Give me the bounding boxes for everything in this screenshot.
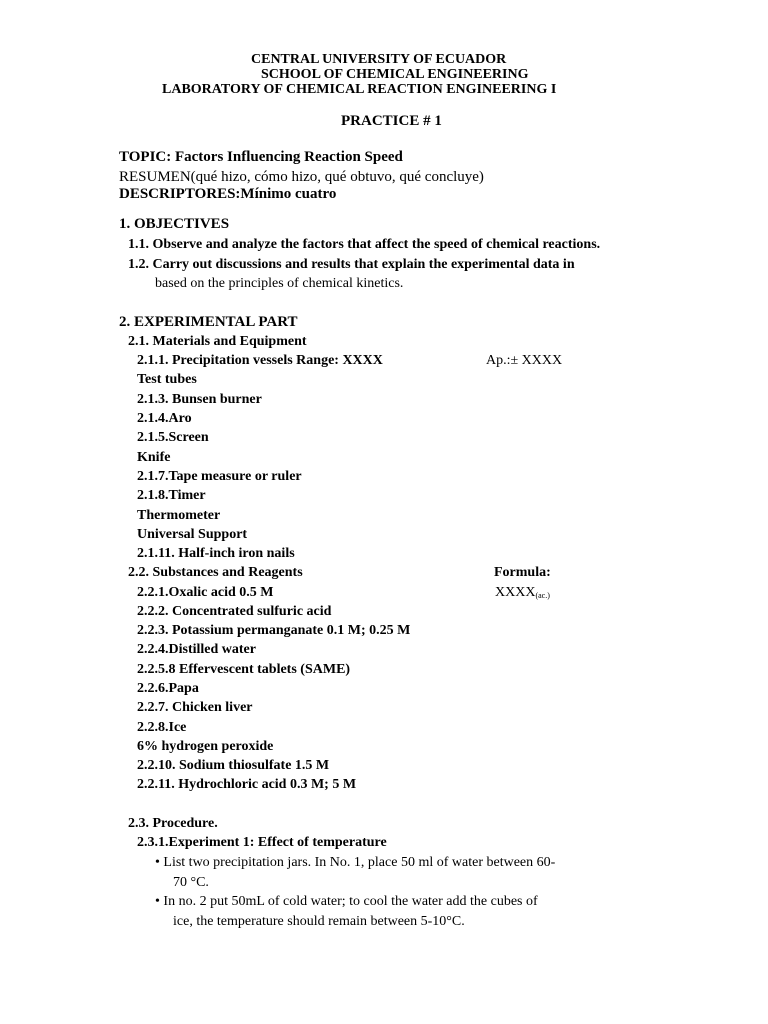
material-item: Test tubes — [137, 372, 197, 387]
formula-label: Formula: — [494, 565, 551, 580]
material-item: Knife — [137, 450, 171, 465]
substance-item: 2.2.3. Potassium permanganate 0.1 M; 0.25 M — [137, 623, 411, 638]
objective-item: 1.2. Carry out discussions and results that explain the experimental data in — [128, 257, 575, 272]
procedure-bullet-continuation: 70 °C. — [173, 875, 209, 890]
objectives-heading: 1. OBJECTIVES — [119, 216, 230, 232]
procedure-bullet-continuation: ice, the temperature should remain between 5-10°C. — [173, 914, 465, 929]
substance-item: 2.2.10. Sodium thiosulfate 1.5 M — [137, 758, 330, 773]
material-item: 2.1.8.Timer — [137, 488, 206, 503]
substance-item: 2.2.2. Concentrated sulfuric acid — [137, 604, 332, 619]
formula-value: $XXXX_{(ac.)}$ — [495, 585, 550, 600]
material-item: 2.1.4.Aro — [137, 411, 192, 426]
experimental-heading: 2. EXPERIMENTAL PART — [119, 314, 298, 330]
substance-item: 2.2.7. Chicken liver — [137, 700, 253, 715]
objective-item-continuation: based on the principles of chemical kinetics. — [155, 276, 404, 291]
substance-item: 2.2.1.Oxalic acid 0.5 M — [137, 585, 274, 600]
substance-item: 2.2.6.Papa — [137, 681, 199, 696]
material-item: Universal Support — [137, 527, 248, 542]
topic-line: TOPIC: Factors Influencing Reaction Speed — [119, 149, 403, 165]
material-item: 2.1.1. Precipitation vessels Range: XXXX — [137, 353, 383, 368]
substances-heading: 2.2. Substances and Reagents — [128, 565, 303, 580]
descriptores-line: DESCRIPTORES:Mínimo cuatro — [119, 186, 337, 202]
procedure-heading: 2.3. Procedure. — [128, 816, 218, 831]
substance-item: 2.2.5.8 Effervescent tablets (SAME) — [137, 662, 351, 677]
appreciation-label: Ap.:± XXXX — [486, 353, 563, 368]
materials-heading: 2.1. Materials and Equipment — [128, 334, 307, 349]
substance-item: 2.2.8.Ice — [137, 720, 187, 735]
material-item: 2.1.7.Tape measure or ruler — [137, 469, 302, 484]
substance-item: 6% hydrogen peroxide — [137, 739, 274, 754]
lab-title: LABORATORY OF CHEMICAL REACTION ENGINEERING I — [162, 82, 557, 97]
objective-item: 1.1. Observe and analyze the factors that affect the speed of chemical reactions. — [128, 237, 601, 252]
material-item: 2.1.3. Bunsen burner — [137, 392, 262, 407]
resumen-line: RESUMEN(qué hizo, cómo hizo, qué obtuvo, qué concluye) — [119, 169, 484, 185]
procedure-bullet: • List two precipitation jars. In No. 1, place 50 ml of water between 60- — [155, 855, 556, 870]
formula-subscript: (ac.) — [535, 591, 550, 600]
practice-title: PRACTICE # 1 — [341, 113, 442, 129]
substance-item: 2.2.4.Distilled water — [137, 642, 256, 657]
substance-item: 2.2.11. Hydrochloric acid 0.3 M; 5 M — [137, 777, 357, 792]
material-item: Thermometer — [137, 508, 221, 523]
university-title: CENTRAL UNIVERSITY OF ECUADOR — [251, 52, 507, 67]
material-item: 2.1.5.Screen — [137, 430, 209, 445]
material-item: 2.1.11. Half-inch iron nails — [137, 546, 295, 561]
procedure-bullet: • In no. 2 put 50mL of cold water; to cool the water add the cubes of — [155, 894, 538, 909]
school-title: SCHOOL OF CHEMICAL ENGINEERING — [261, 67, 529, 82]
experiment1-heading: 2.3.1.Experiment 1: Effect of temperature — [137, 835, 387, 850]
